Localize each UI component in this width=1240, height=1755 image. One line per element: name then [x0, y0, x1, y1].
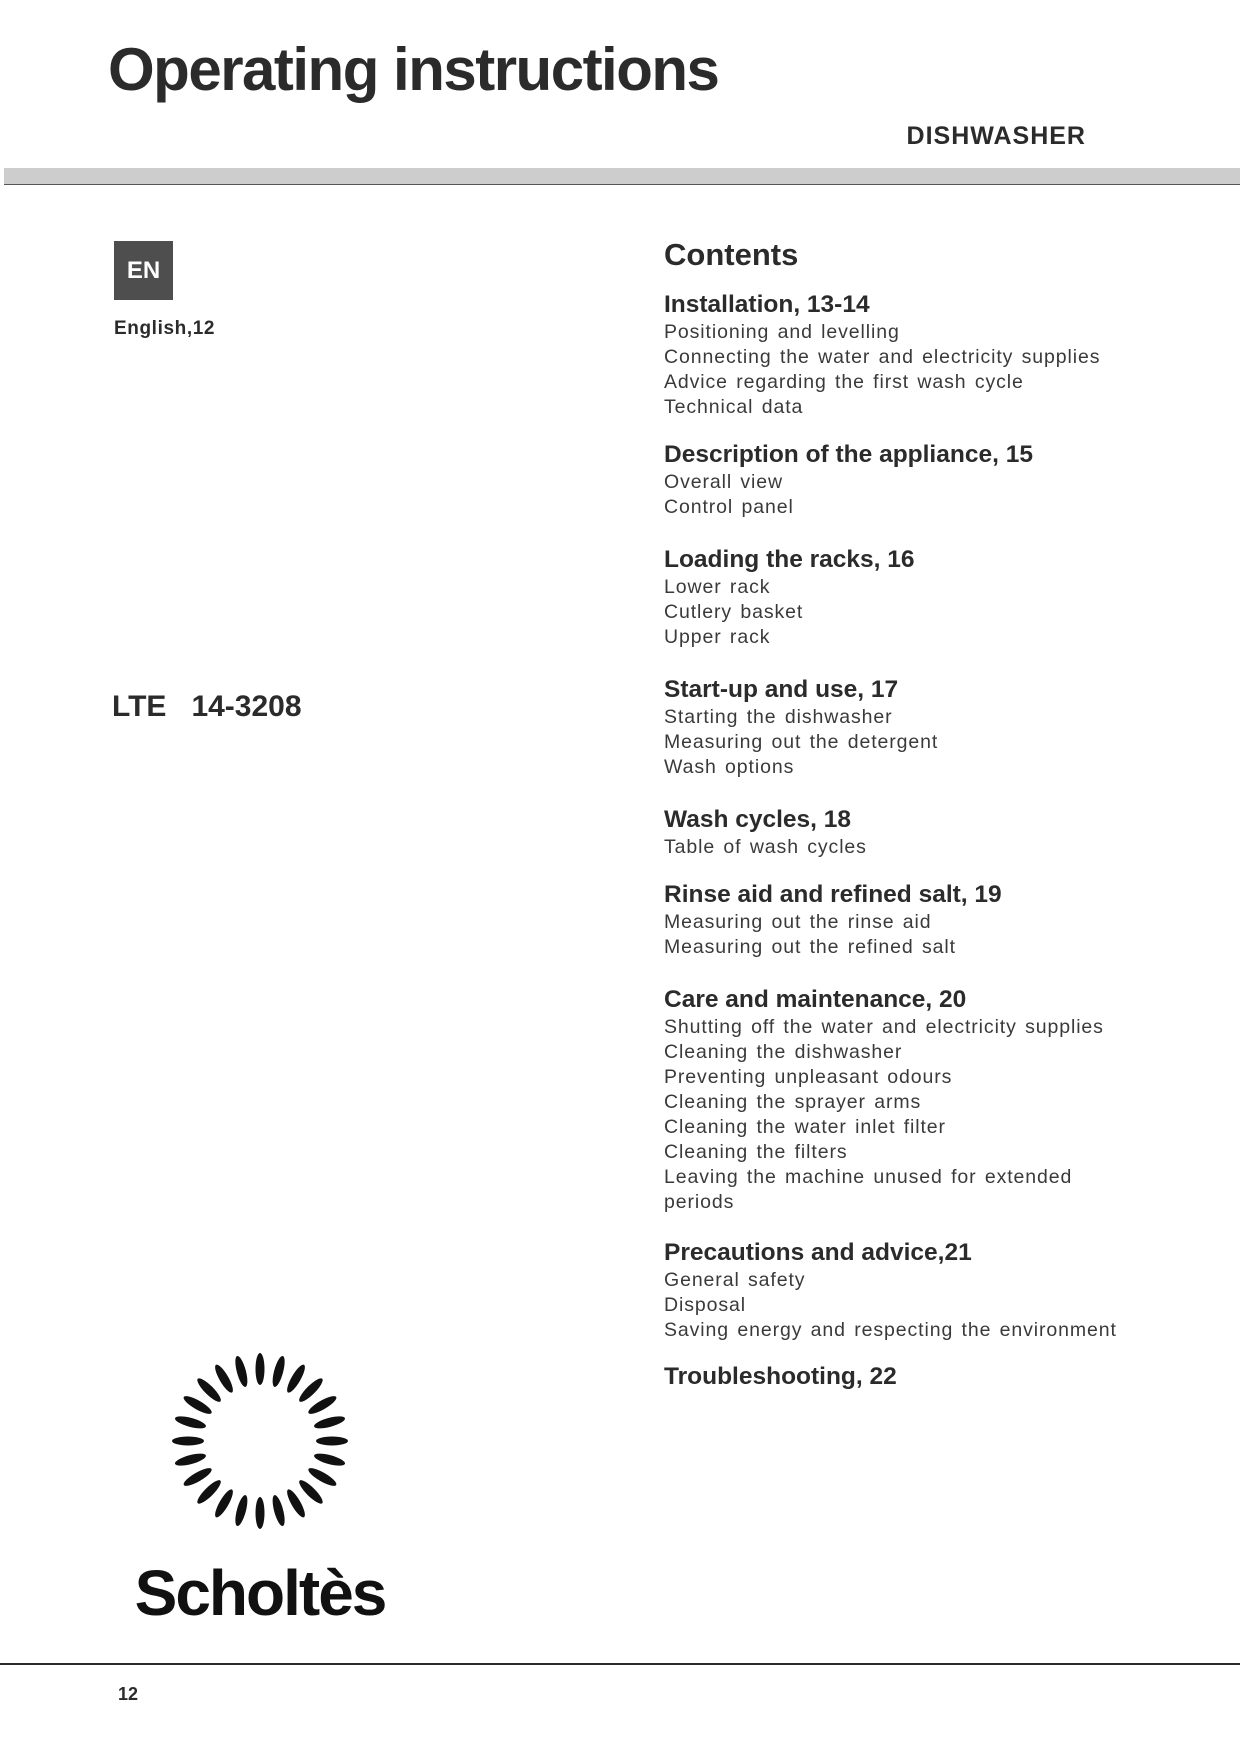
- toc-item: Cleaning the sprayer arms: [664, 1091, 922, 1113]
- toc-section-description: [664, 440, 1224, 520]
- toc-item: Shutting off the water and electricity supplies: [664, 1016, 1104, 1038]
- footer-divider: [0, 1663, 1240, 1665]
- toc-item: Cleaning the dishwasher: [664, 1041, 903, 1063]
- toc-item: Cleaning the filters: [664, 1141, 848, 1163]
- header-divider: [4, 184, 1240, 185]
- toc-item: Preventing unpleasant odours: [664, 1066, 953, 1088]
- sunburst-ray: [313, 1451, 346, 1468]
- sunburst-ray: [182, 1393, 214, 1417]
- toc-item: Overall view: [664, 471, 783, 493]
- sunburst-ray: [313, 1414, 346, 1431]
- sunburst-ray: [212, 1487, 236, 1519]
- toc-section-care: [664, 985, 1224, 1215]
- toc-item: Leaving the machine unused for extended: [664, 1166, 1073, 1188]
- toc-item: Cutlery basket: [664, 601, 804, 623]
- toc-section-wash-cycles: [664, 805, 1224, 860]
- toc-heading: Installation, 13-14: [664, 291, 870, 318]
- toc-item: Disposal: [664, 1294, 746, 1316]
- toc-section-precautions: [664, 1238, 1224, 1343]
- page-number: 12: [118, 1684, 139, 1704]
- toc-section-rinse-aid: [664, 880, 1224, 960]
- sunburst-ray: [256, 1497, 265, 1529]
- toc-item: Starting the dishwasher: [664, 706, 893, 728]
- sunburst-ray: [174, 1414, 207, 1431]
- sunburst-ray: [316, 1437, 348, 1446]
- sunburst-ray: [296, 1376, 325, 1405]
- toc-section-loading: [664, 545, 1224, 650]
- toc-section-startup: [664, 675, 1224, 780]
- toc-item: Control panel: [664, 496, 794, 518]
- toc-item: Advice regarding the first wash cycle: [664, 371, 1024, 393]
- toc-item: Measuring out the detergent: [664, 731, 939, 753]
- sunburst-ray: [256, 1353, 265, 1385]
- toc-item: Connecting the water and electricity supplies: [664, 346, 1101, 368]
- sunburst-ray: [172, 1437, 204, 1446]
- toc-item: Cleaning the water inlet filter: [664, 1116, 946, 1138]
- document-subtitle: DISHWASHER: [906, 122, 1086, 150]
- toc-item: Upper rack: [664, 626, 771, 648]
- sunburst-ray: [182, 1465, 214, 1489]
- toc-heading: Loading the racks, 16: [664, 546, 915, 573]
- toc-item: Lower rack: [664, 576, 771, 598]
- toc-heading: Wash cycles, 18: [664, 806, 852, 833]
- brand-name: Scholtès: [134, 1557, 386, 1625]
- toc-heading: Rinse aid and refined salt, 19: [664, 881, 1002, 908]
- brand-logo: [124, 1345, 396, 1625]
- sunburst-ray: [306, 1393, 338, 1417]
- contents-title: Contents: [664, 237, 799, 272]
- language-page-reference: English,12: [114, 318, 216, 339]
- sunburst-icon: [172, 1353, 348, 1529]
- toc-item: Positioning and levelling: [664, 321, 900, 343]
- toc-heading: Start-up and use, 17: [664, 676, 899, 703]
- sunburst-ray: [195, 1477, 224, 1506]
- sunburst-ray: [233, 1355, 250, 1388]
- sunburst-ray: [296, 1477, 325, 1506]
- sunburst-ray: [174, 1451, 207, 1468]
- toc-heading: Care and maintenance, 20: [664, 986, 967, 1013]
- toc-item: Table of wash cycles: [664, 836, 867, 858]
- sunburst-ray: [284, 1487, 308, 1519]
- sunburst-ray: [212, 1363, 236, 1395]
- header-band: [4, 168, 1240, 184]
- model-number: LTE 14-3208: [112, 690, 302, 723]
- toc-heading: Precautions and advice,21: [664, 1239, 972, 1266]
- toc-item: periods: [664, 1191, 735, 1213]
- sunburst-ray: [306, 1465, 338, 1489]
- toc-item: Technical data: [664, 396, 804, 418]
- sunburst-ray: [284, 1363, 308, 1395]
- document-title: Operating instructions: [108, 36, 719, 103]
- toc-heading: Troubleshooting, 22: [664, 1363, 897, 1390]
- toc-item: Measuring out the rinse aid: [664, 911, 932, 933]
- toc-item: Saving energy and respecting the environment: [664, 1319, 1117, 1341]
- language-badge: EN: [114, 241, 173, 300]
- sunburst-ray: [195, 1376, 224, 1405]
- sunburst-ray: [270, 1355, 287, 1388]
- toc-item: Measuring out the refined salt: [664, 936, 956, 958]
- sunburst-ray: [233, 1494, 250, 1527]
- toc-item: General safety: [664, 1269, 806, 1291]
- sunburst-ray: [270, 1494, 287, 1527]
- toc-section-installation: [664, 290, 1224, 420]
- toc-section-troubleshooting: [664, 1362, 1224, 1392]
- toc-item: Wash options: [664, 756, 795, 778]
- toc-heading: Description of the appliance, 15: [664, 441, 1033, 468]
